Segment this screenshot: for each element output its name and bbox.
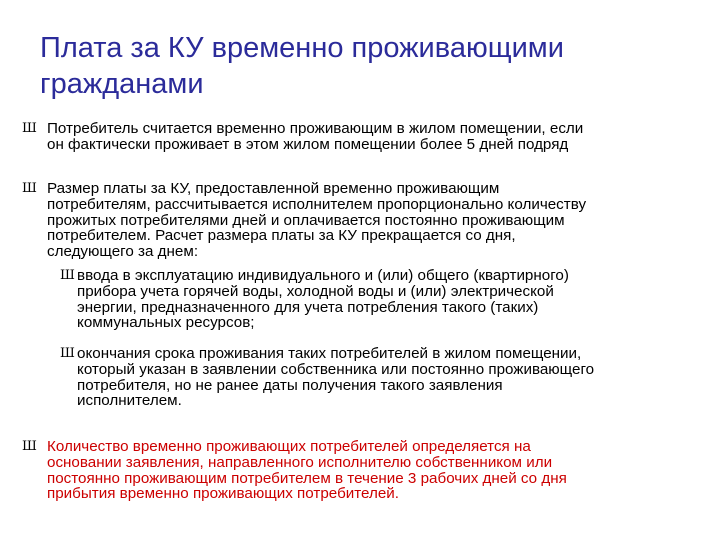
bullet-3-line: Количество временно проживающих потребителей определяется на (47, 438, 531, 455)
sub-bullet-2-text (77, 346, 707, 409)
slide-title-line: гражданами (40, 68, 204, 100)
sub-bullet-marker: Ш (60, 268, 75, 283)
bullet-2-text (47, 181, 707, 260)
bullet-marker: Ш (22, 181, 37, 196)
bullet-2-line: следующего за днем: (47, 243, 199, 261)
bullet-marker: Ш (22, 121, 37, 136)
bullet-2-line: потребителем. Расчет размера платы за КУ прекращается со дня, (47, 227, 516, 245)
bullet-1-line: он фактически проживает в этом жилом помещении более 5 дней подряд (47, 135, 569, 153)
sub-bullet-2-line: который указан в заявлении собственника или постоянно проживающего (77, 360, 595, 378)
slide-title (40, 30, 700, 102)
bullet-3-line: постоянно проживающим потребителем в течение 3 рабочих дней со дня (47, 469, 567, 487)
sub-bullet-2-line: окончания срока проживания таких потребителей в жилом помещении, (77, 345, 582, 362)
sub-bullet-marker: Ш (60, 346, 75, 361)
sub-bullet-1-line: энергии, предназначенного для учета потребления такого (таких) (77, 298, 539, 316)
sub-bullet-1-line: коммунальных ресурсов; (77, 314, 255, 332)
bullet-1-line: Потребитель считается временно проживающим в жилом помещении, если (47, 120, 584, 137)
slide-title-line: Плата за КУ временно проживающими (40, 32, 564, 64)
sub-bullet-1-text (77, 268, 707, 331)
bullet-marker: Ш (22, 439, 37, 454)
bullet-3-text (47, 439, 707, 502)
bullet-2-line: Размер платы за КУ, предоставленной временно проживающим (47, 180, 500, 197)
bullet-3-line: прибытия временно проживающих потребителей. (47, 485, 399, 503)
sub-bullet-1-line: ввода в эксплуатацию индивидуального и (или) общего (квартирного) (77, 267, 569, 284)
bullet-3-line: основании заявления, направленного исполнителю собственником или (47, 453, 553, 471)
sub-bullet-2-line: исполнителем. (77, 392, 182, 410)
bullet-2-line: потребителям, рассчитывается исполнителем пропорционально количеству (47, 195, 587, 213)
sub-bullet-1-line: прибора учета горячей воды, холодной воды и (или) электрической (77, 282, 554, 300)
sub-bullet-2-line: потребителя, но не ранее даты получения такого заявления (77, 376, 503, 394)
bullet-2-line: прожитых потребителями дней и оплачивается постоянно проживающим (47, 211, 565, 229)
bullet-1-text (47, 121, 707, 153)
